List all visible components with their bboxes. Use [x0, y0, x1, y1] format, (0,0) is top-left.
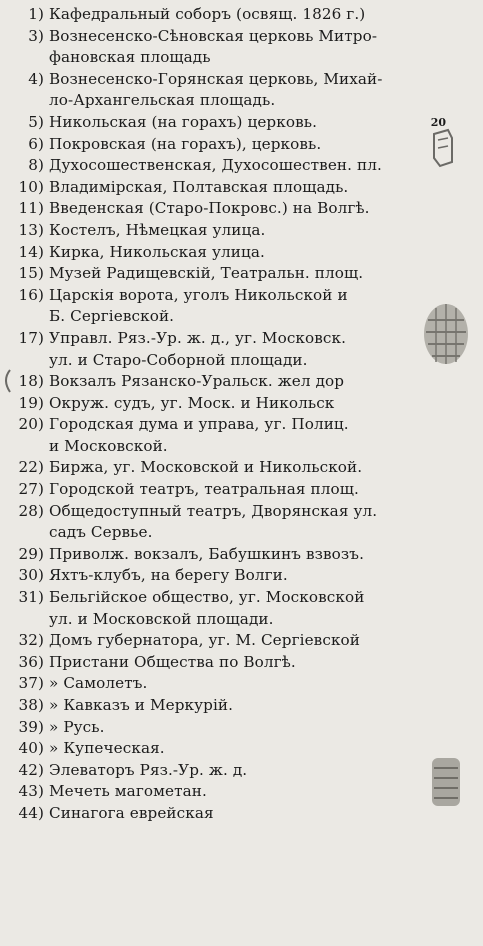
legend-list [0, 4, 440, 825]
legend-entry [0, 285, 440, 307]
legend-entry [0, 220, 440, 242]
legend-number: 32) [18, 631, 44, 650]
legend-number: 19) [18, 393, 44, 412]
legend-number: 37) [18, 674, 44, 693]
legend-entry [0, 242, 440, 264]
legend-text: » Самолетъ. [49, 674, 148, 693]
legend-entry-continuation [0, 306, 440, 328]
legend-text: Духосошественская, Духосошествен. пл. [49, 156, 382, 175]
legend-entry [0, 652, 440, 674]
legend-number: 39) [18, 717, 44, 736]
legend-entry [0, 263, 440, 285]
legend-text: Царскія ворота, уголъ Никольской и [49, 285, 348, 304]
legend-entry [0, 393, 440, 415]
legend-number: 3) [28, 26, 44, 45]
legend-number: 16) [18, 285, 44, 304]
legend-number: 36) [18, 652, 44, 671]
legend-entry [0, 501, 440, 523]
legend-text: Никольская (на горахъ) церковь. [49, 112, 318, 131]
map-fragment-icon [0, 368, 14, 394]
legend-number: 18) [18, 372, 44, 391]
legend-text: Синагога еврейская [49, 803, 214, 822]
legend-text: Бельгійское общество, уг. Московской [49, 588, 365, 607]
legend-number: 40) [18, 739, 44, 758]
legend-text: Костелъ, Нѣмецкая улица. [49, 220, 266, 239]
legend-number: 17) [18, 328, 44, 347]
legend-entry [0, 155, 440, 177]
legend-text: ул. и Московской площади. [49, 609, 274, 628]
legend-number: 13) [18, 220, 44, 239]
legend-text: Городская дума и управа, уг. Полиц. [49, 415, 349, 434]
legend-entry [0, 803, 440, 825]
legend-text: Приволж. вокзалъ, Бабушкинъ взвозъ. [49, 544, 364, 563]
legend-text: Музей Радищевскій, Театральн. площ. [49, 264, 364, 283]
legend-number: 8) [28, 156, 44, 175]
legend-text: » Купеческая. [49, 739, 165, 758]
legend-text: Управл. Ряз.-Ур. ж. д., уг. Московск. [49, 328, 347, 347]
legend-text: Домъ губернатора, уг. М. Сергіевской [49, 631, 360, 650]
legend-entry [0, 630, 440, 652]
legend-entry [0, 177, 440, 199]
legend-text: Вознесенско-Сѣновская церковь Митро- [49, 26, 378, 45]
legend-text: Пристани Общества по Волгѣ. [49, 652, 296, 671]
legend-number: 29) [18, 544, 44, 563]
legend-entry [0, 544, 440, 566]
legend-number: 6) [28, 134, 44, 153]
legend-text: Кирка, Никольская улица. [49, 242, 265, 261]
legend-text: фановская площадь [49, 48, 211, 67]
map-fragment-icon [426, 752, 466, 812]
map-fragment-icon [430, 128, 456, 168]
legend-number: 42) [18, 760, 44, 779]
legend-number: 5) [28, 112, 44, 131]
legend-entry [0, 69, 440, 91]
legend-text: » Кавказъ и Меркурій. [49, 696, 234, 714]
legend-entry [0, 695, 440, 717]
legend-text: ло-Архангельская площадь. [49, 91, 276, 110]
legend-text: Городской театръ, театральная площ. [49, 480, 359, 499]
legend-text: Владимірская, Полтавская площадь. [49, 177, 349, 196]
legend-entry-continuation [0, 436, 440, 458]
legend-text: и Московской. [49, 436, 168, 455]
legend-entry [0, 781, 440, 803]
legend-text: садъ Сервье. [49, 523, 153, 542]
page-number: 20 [430, 116, 446, 129]
legend-entry-continuation [0, 522, 440, 544]
legend-text: Б. Сергіевской. [49, 307, 175, 326]
legend-text: Общедоступный театръ, Дворянская ул. [49, 501, 378, 520]
legend-entry [0, 112, 440, 134]
legend-entry-continuation [0, 90, 440, 112]
legend-entry [0, 738, 440, 760]
map-fragment-icon [420, 300, 470, 370]
legend-number: 14) [18, 242, 44, 261]
legend-number: 43) [18, 782, 44, 801]
legend-text: Элеваторъ Ряз.-Ур. ж. д. [49, 760, 248, 779]
legend-text: Яхтъ-клубъ, на берегу Волги. [49, 566, 288, 585]
legend-entry [0, 457, 440, 479]
legend-text: Покровская (на горахъ), церковь. [49, 134, 322, 153]
legend-number: 31) [18, 588, 44, 607]
legend-number: 28) [18, 501, 44, 520]
legend-entry [0, 26, 440, 48]
legend-text: Кафедральный соборъ (освящ. 1826 г.) [49, 5, 366, 23]
legend-entry-continuation [0, 609, 440, 631]
legend-text: Вознесенско-Горянская церковь, Михай- [49, 69, 383, 88]
legend-entry [0, 328, 440, 350]
legend-number: 27) [18, 480, 44, 499]
legend-entry [0, 760, 440, 782]
legend-entry [0, 673, 440, 695]
legend-text: Вокзалъ Рязанско-Уральск. жел дор [49, 372, 345, 391]
legend-number: 20) [18, 415, 44, 434]
legend-text: Введенская (Старо-Покровс.) на Волгѣ. [49, 199, 370, 218]
legend-entry [0, 414, 440, 436]
legend-number: 10) [18, 177, 44, 196]
legend-number: 44) [18, 803, 44, 822]
legend-number: 11) [18, 199, 44, 218]
legend-entry [0, 4, 440, 26]
legend-entry [0, 479, 440, 501]
legend-entry [0, 134, 440, 156]
legend-number: 22) [18, 458, 44, 477]
legend-number: 15) [18, 264, 44, 283]
legend-entry [0, 717, 440, 739]
legend-text: Биржа, уг. Московской и Никольской. [49, 458, 363, 477]
legend-number: 1) [28, 5, 44, 23]
legend-entry [0, 198, 440, 220]
legend-entry [0, 371, 440, 393]
legend-text: Окруж. судъ, уг. Моск. и Никольск [49, 393, 335, 412]
legend-text: Мечеть магометан. [49, 782, 207, 801]
legend-entry-continuation [0, 350, 440, 372]
legend-text: ул. и Старо-Соборной площади. [49, 350, 308, 369]
legend-entry [0, 587, 440, 609]
legend-number: 4) [28, 69, 44, 88]
legend-entry [0, 565, 440, 587]
legend-number: 38) [18, 696, 44, 714]
legend-text: » Русь. [49, 717, 105, 736]
legend-number: 30) [18, 566, 44, 585]
legend-entry-continuation [0, 47, 440, 69]
